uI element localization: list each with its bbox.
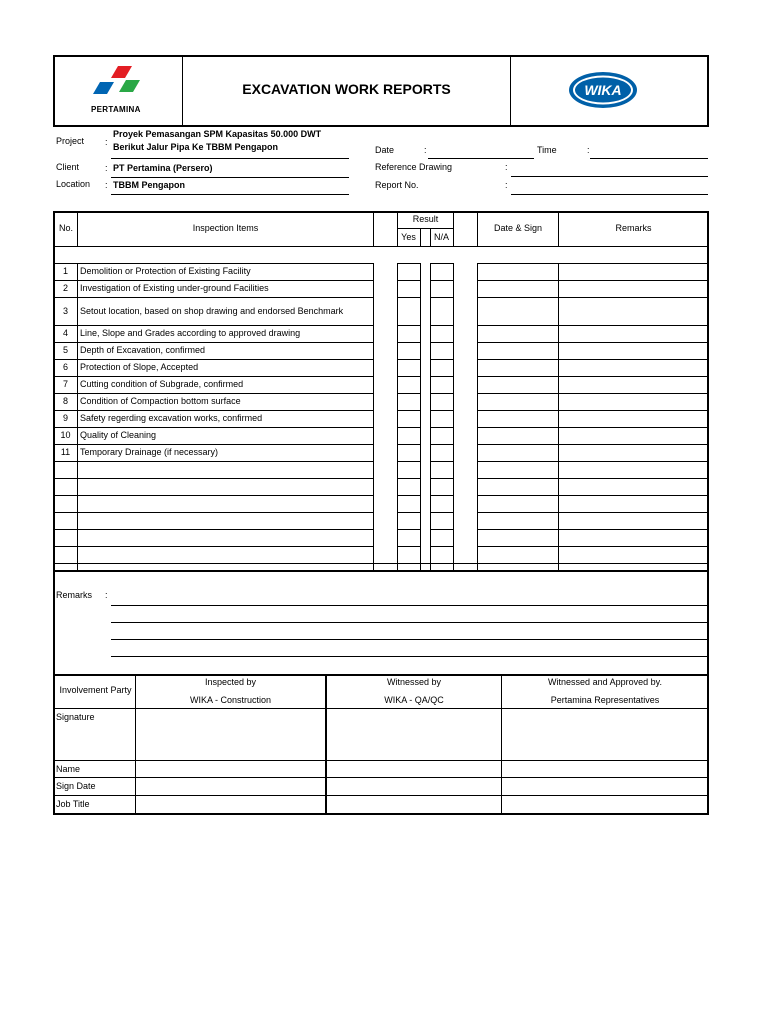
yes-checkbox[interactable] <box>397 297 420 325</box>
sign-date-label: Sign Date <box>56 781 96 791</box>
yes-checkbox[interactable] <box>397 546 420 563</box>
yes-checkbox[interactable] <box>397 393 420 410</box>
remarks-cell[interactable] <box>558 546 708 563</box>
inspection-item: Protection of Slope, Accepted <box>80 362 199 372</box>
location-colon: : <box>105 180 108 190</box>
row-number: 9 <box>62 413 68 423</box>
na-checkbox[interactable] <box>430 529 453 546</box>
row-number: 5 <box>62 345 68 355</box>
yes-checkbox[interactable] <box>397 512 420 529</box>
yes-checkbox[interactable] <box>397 444 420 461</box>
date-sign-cell[interactable] <box>477 478 558 495</box>
yes-checkbox[interactable] <box>397 325 420 342</box>
inspection-item: Depth of Excavation, confirmed <box>80 345 206 355</box>
client-label: Client <box>56 162 80 172</box>
na-checkbox[interactable] <box>430 297 453 325</box>
time-colon: : <box>587 145 590 155</box>
row-number: 4 <box>62 328 68 338</box>
row-number: 8 <box>62 396 68 406</box>
date-sign-cell[interactable] <box>477 444 558 461</box>
yes-checkbox[interactable] <box>397 529 420 546</box>
na-checkbox[interactable] <box>430 325 453 342</box>
project-value-line2: Berikut Jalur Pipa Ke TBBM Pengapon <box>113 142 279 152</box>
remarks-cell[interactable] <box>558 280 708 297</box>
row-number: 11 <box>60 447 71 457</box>
inspection-item: Temporary Drainage (if necessary) <box>80 447 219 457</box>
time-label: Time <box>537 145 557 155</box>
remarks-line-1[interactable] <box>111 605 708 606</box>
remarks-cell[interactable] <box>558 444 708 461</box>
remarks-line-3[interactable] <box>111 639 708 640</box>
yes-checkbox[interactable] <box>397 342 420 359</box>
date-sign-cell[interactable] <box>477 376 558 393</box>
header-remarks: Remarks <box>615 223 652 233</box>
na-checkbox[interactable] <box>430 444 453 461</box>
party-1-role: Inspected by <box>204 677 257 687</box>
remarks-cell[interactable] <box>558 393 708 410</box>
na-checkbox[interactable] <box>430 410 453 427</box>
date-sign-cell[interactable] <box>477 546 558 563</box>
date-sign-cell[interactable] <box>477 529 558 546</box>
remarks-cell[interactable] <box>558 297 708 325</box>
project-colon: : <box>105 137 108 147</box>
date-sign-cell[interactable] <box>477 393 558 410</box>
reference-drawing-field[interactable] <box>511 176 708 177</box>
yes-checkbox[interactable] <box>397 495 420 512</box>
remarks-cell[interactable] <box>558 359 708 376</box>
header-na: N/A <box>433 232 449 242</box>
remarks-cell[interactable] <box>558 263 708 280</box>
pertamina-logo-text: PERTAMINA <box>91 105 141 114</box>
page-title: EXCAVATION WORK REPORTS <box>242 81 451 97</box>
header-result: Result <box>412 214 439 224</box>
inspection-item: Setout location, based on shop drawing and endorsed Benchmark <box>80 306 344 316</box>
na-checkbox[interactable] <box>430 512 453 529</box>
project-value-line1: Proyek Pemasangan SPM Kapasitas 50.000 DWT <box>113 129 322 139</box>
job-title-label: Job Title <box>56 799 90 809</box>
na-checkbox[interactable] <box>430 393 453 410</box>
inspection-item: Condition of Compaction bottom surface <box>80 396 241 406</box>
remarks-colon: : <box>105 590 108 600</box>
na-checkbox[interactable] <box>430 478 453 495</box>
inspection-item: Line, Slope and Grades according to approved drawing <box>80 328 301 338</box>
date-sign-cell[interactable] <box>477 325 558 342</box>
inspection-item: Quality of Cleaning <box>80 430 157 440</box>
signature-label: Signature <box>56 712 95 722</box>
date-sign-cell[interactable] <box>477 263 558 280</box>
yes-checkbox[interactable] <box>397 359 420 376</box>
date-sign-cell[interactable] <box>477 342 558 359</box>
yes-checkbox[interactable] <box>397 478 420 495</box>
involvement-party-label: Involvement Party <box>59 685 132 695</box>
na-checkbox[interactable] <box>430 427 453 444</box>
time-field[interactable] <box>590 158 708 159</box>
yes-checkbox[interactable] <box>397 461 420 478</box>
yes-checkbox[interactable] <box>397 280 420 297</box>
row-number: 1 <box>62 266 68 276</box>
date-sign-cell[interactable] <box>477 427 558 444</box>
na-checkbox[interactable] <box>430 280 453 297</box>
party-3-org: Pertamina Representatives <box>550 695 660 705</box>
na-checkbox[interactable] <box>430 461 453 478</box>
party-3-role: Witnessed and Approved by. <box>548 677 662 687</box>
reference-drawing-label: Reference Drawing <box>375 162 453 172</box>
signature-cell-construction[interactable] <box>136 709 325 760</box>
party-1-org: WIKA - Construction <box>189 695 272 705</box>
inspection-item: Safety regerding excavation works, confirmed <box>80 413 263 423</box>
remarks-label: Remarks <box>56 590 93 600</box>
date-sign-cell[interactable] <box>477 495 558 512</box>
date-sign-cell[interactable] <box>477 280 558 297</box>
party-2-role: Witnessed by <box>386 677 442 687</box>
row-number: 7 <box>62 379 68 389</box>
date-colon: : <box>424 145 427 155</box>
inspection-item: Demolition or Protection of Existing Facility <box>80 266 251 276</box>
row-number: 6 <box>62 362 68 372</box>
remarks-cell[interactable] <box>558 325 708 342</box>
date-label: Date <box>375 145 395 155</box>
inspection-item: Cutting condition of Subgrade, confirmed <box>80 379 244 389</box>
date-sign-cell[interactable] <box>477 410 558 427</box>
header-inspection-items: Inspection Items <box>192 223 259 233</box>
row-number: 10 <box>60 430 71 440</box>
signature-cell-qaqc[interactable] <box>327 709 501 760</box>
yes-checkbox[interactable] <box>397 376 420 393</box>
inspection-item: Investigation of Existing under-ground Facilities <box>80 283 269 293</box>
remarks-cell[interactable] <box>558 495 708 512</box>
report-no-field[interactable] <box>511 194 708 195</box>
report-no-label: Report No. <box>375 180 419 190</box>
header-no: No. <box>59 223 74 233</box>
date-sign-cell[interactable] <box>477 512 558 529</box>
remarks-cell[interactable] <box>558 342 708 359</box>
na-checkbox[interactable] <box>430 263 453 280</box>
header-date-sign: Date & Sign <box>493 223 543 233</box>
location-label: Location <box>56 179 91 189</box>
remarks-cell[interactable] <box>558 461 708 478</box>
project-label: Project <box>56 136 85 146</box>
name-label: Name <box>56 764 81 774</box>
date-sign-cell[interactable] <box>477 461 558 478</box>
reference-colon: : <box>505 162 508 172</box>
date-sign-cell[interactable] <box>477 297 558 325</box>
yes-checkbox[interactable] <box>397 410 420 427</box>
remarks-cell[interactable] <box>558 478 708 495</box>
na-checkbox[interactable] <box>430 359 453 376</box>
header-yes: Yes <box>401 232 416 242</box>
client-colon: : <box>105 163 108 173</box>
remarks-cell[interactable] <box>558 427 708 444</box>
location-value: TBBM Pengapon <box>113 180 185 190</box>
remarks-cell[interactable] <box>558 410 708 427</box>
na-checkbox[interactable] <box>430 376 453 393</box>
na-checkbox[interactable] <box>430 342 453 359</box>
report-colon: : <box>505 180 508 190</box>
row-number: 2 <box>62 283 68 293</box>
client-value: PT Pertamina (Persero) <box>113 163 213 173</box>
remarks-cell[interactable] <box>558 529 708 546</box>
yes-checkbox[interactable] <box>397 427 420 444</box>
party-2-org: WIKA - QA/QC <box>384 695 444 705</box>
remarks-cell[interactable] <box>558 376 708 393</box>
signature-cell-pertamina[interactable] <box>502 709 708 760</box>
date-field[interactable] <box>428 158 534 159</box>
wika-logo-text: WIKA <box>584 82 622 98</box>
date-sign-cell[interactable] <box>477 359 558 376</box>
row-number: 3 <box>62 306 68 316</box>
na-checkbox[interactable] <box>430 546 453 563</box>
yes-checkbox[interactable] <box>397 263 420 280</box>
remarks-line-2[interactable] <box>111 622 708 623</box>
remarks-line-4[interactable] <box>111 656 708 657</box>
remarks-cell[interactable] <box>558 512 708 529</box>
na-checkbox[interactable] <box>430 495 453 512</box>
